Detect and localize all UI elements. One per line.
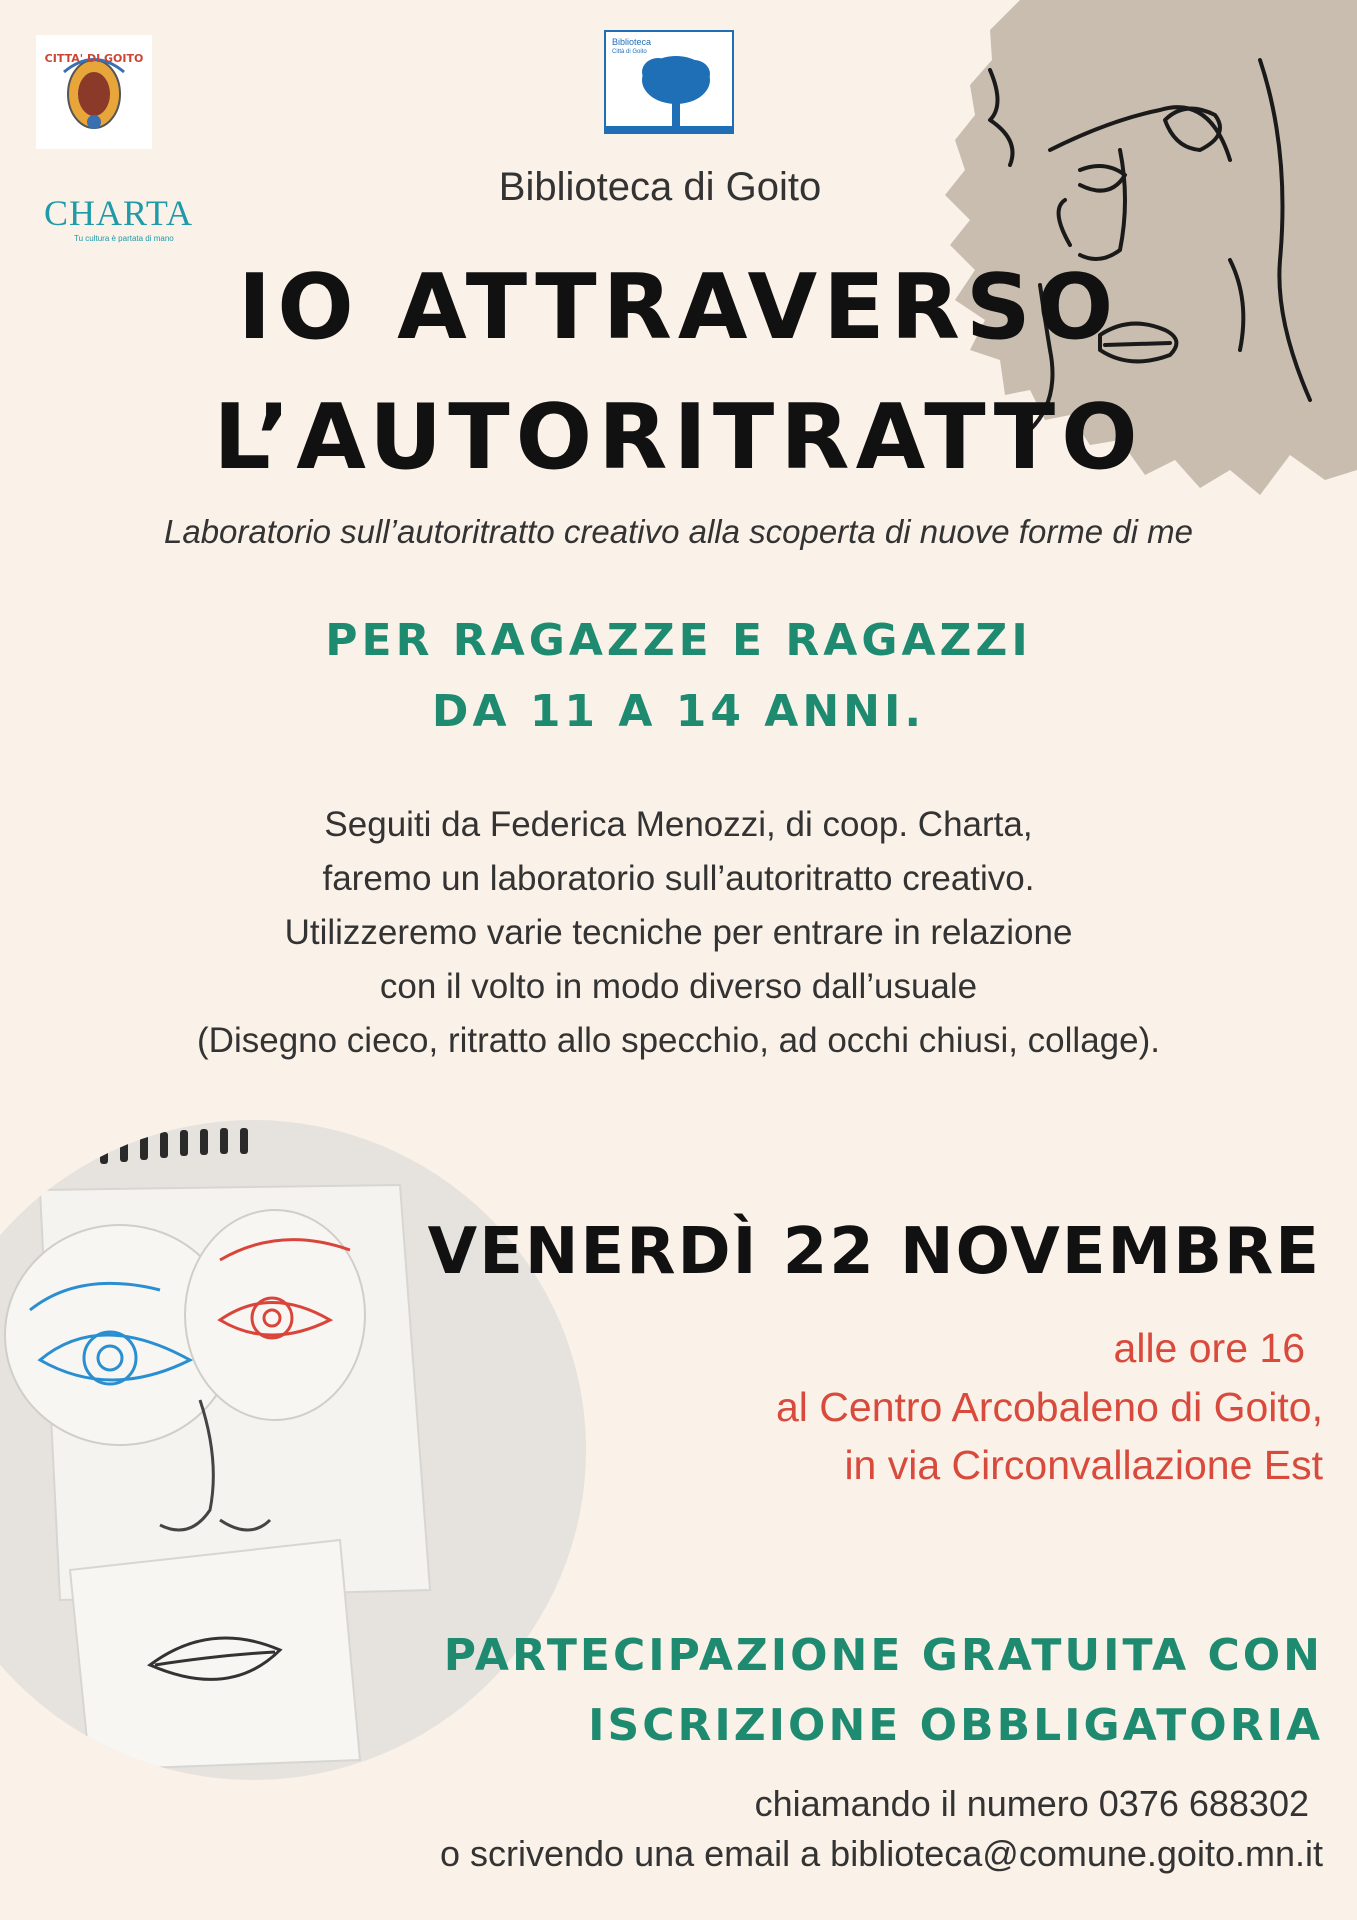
description-line: Utilizzeremo varie tecniche per entrare in relazione xyxy=(284,913,1073,952)
charta-tagline: Tu cultura è partata di mano xyxy=(74,234,174,243)
description-line: (Disegno cieco, ritratto allo specchio, ad occhi chiusi, collage). xyxy=(197,1021,1160,1060)
page-title-line2: L’AUTORITRATTO xyxy=(213,385,1144,490)
description-line: Seguiti da Federica Menozzi, di coop. Charta, xyxy=(324,805,1033,844)
city-crest-icon xyxy=(44,42,144,142)
audience-line1: PER RAGAZZE E RAGAZZI xyxy=(325,615,1032,666)
event-street: in via Circonvallazione Est xyxy=(844,1442,1323,1488)
tree-icon xyxy=(606,52,732,132)
contact-email: o scrivendo una email a biblioteca@comune.goito.mn.it xyxy=(439,1833,1323,1874)
city-logo-text: CITTA' DI GOITO xyxy=(44,52,144,65)
library-logo-line2: Città di Goito xyxy=(612,49,647,55)
library-name: Biblioteca di Goito xyxy=(498,165,822,209)
registration-line2: ISCRIZIONE OBBLIGATORIA xyxy=(588,1700,1323,1751)
audience-line2: DA 11 A 14 ANNI. xyxy=(431,686,926,737)
event-place: al Centro Arcobaleno di Goito, xyxy=(776,1384,1323,1430)
event-time: alle ore 16 xyxy=(1113,1325,1305,1371)
library-logo xyxy=(604,30,734,134)
description-line: faremo un laboratorio sull’autoritratto creativo. xyxy=(322,859,1035,898)
library-logo-line1: Biblioteca xyxy=(612,37,652,47)
charta-logo-text: CHARTA xyxy=(44,193,193,233)
description xyxy=(0,798,1357,1068)
description-line: con il volto in modo diverso dall’usuale xyxy=(379,967,978,1006)
city-of-goito-logo xyxy=(36,35,152,149)
contact-phone: chiamando il numero 0376 688302 xyxy=(754,1783,1309,1824)
event-date: VENERDÌ 22 NOVEMBRE xyxy=(427,1215,1321,1289)
subtitle: Laboratorio sull’autoritratto creativo alla scoperta di nuove forme di me xyxy=(163,513,1194,550)
page-title-line1: IO ATTRAVERSO xyxy=(237,255,1120,360)
registration-line1: PARTECIPAZIONE GRATUITA CON xyxy=(443,1630,1323,1681)
